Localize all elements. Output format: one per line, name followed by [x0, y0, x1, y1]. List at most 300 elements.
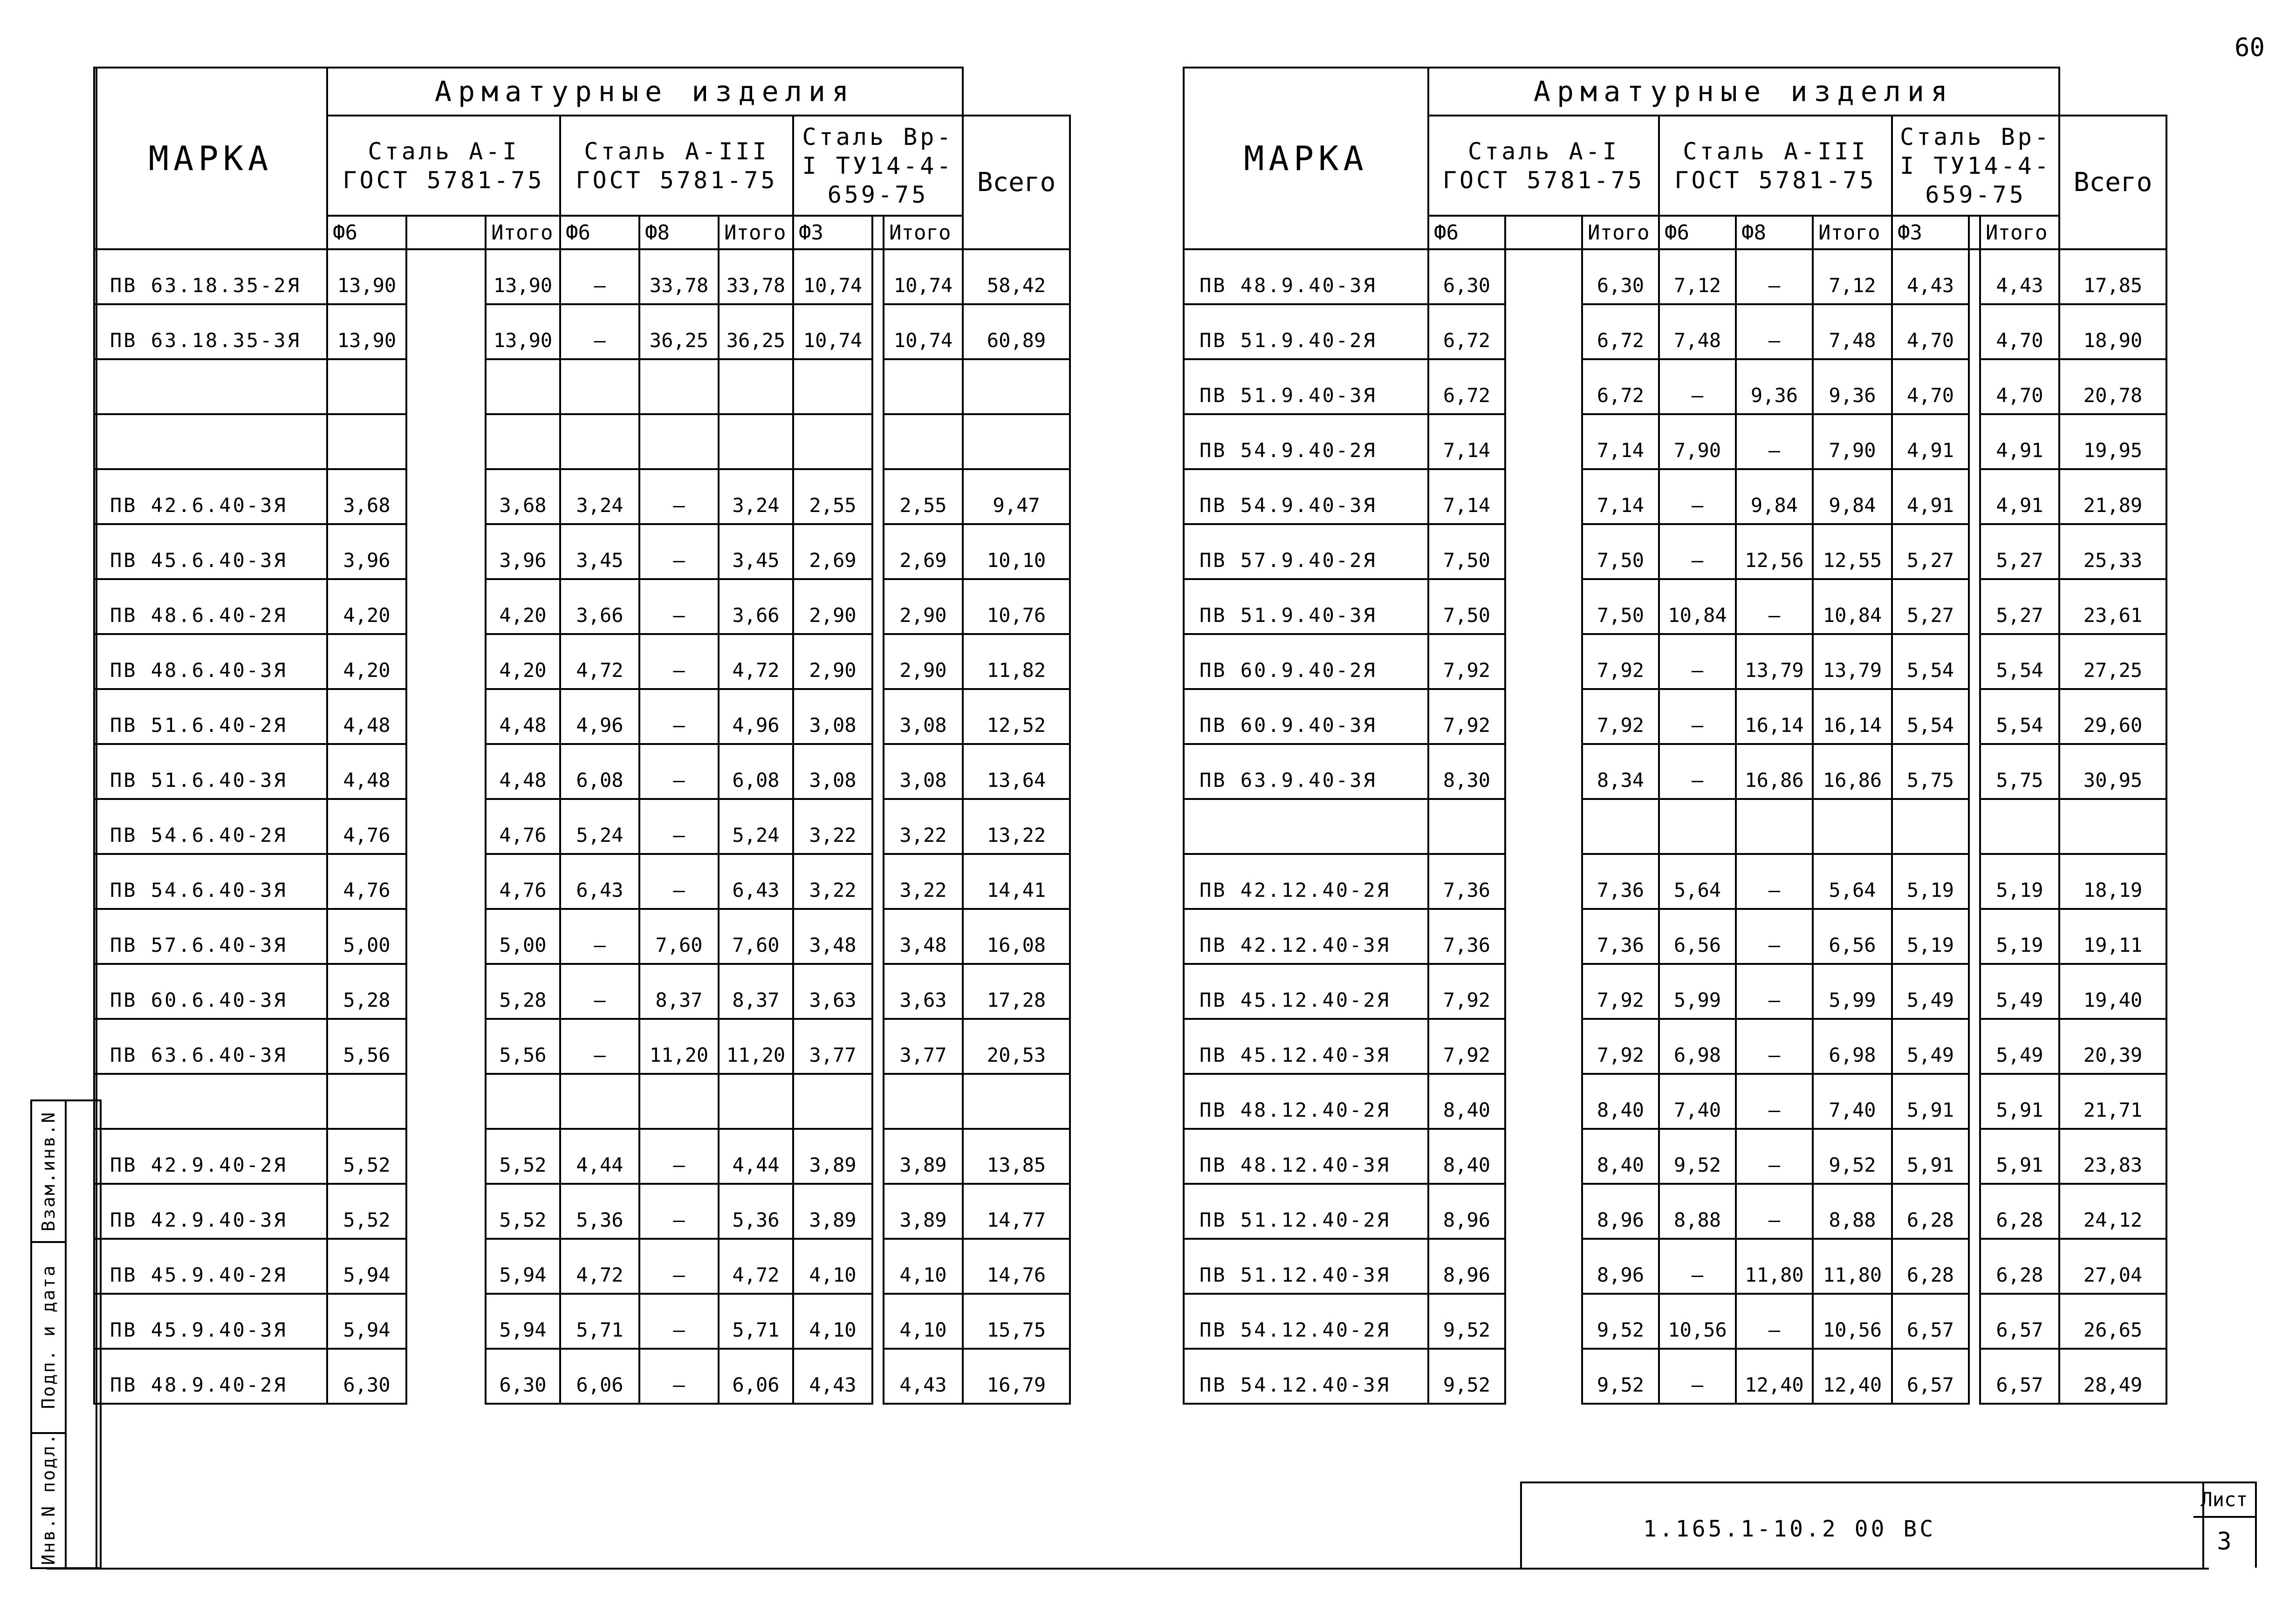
row-value: 7,48 [1813, 304, 1892, 359]
row-value: — [1736, 1294, 1813, 1349]
row-blank-cell [1969, 1239, 1980, 1294]
table-row [94, 579, 1070, 634]
row-value [486, 1074, 560, 1129]
row-value: 3,48 [793, 909, 872, 964]
row-value [1892, 799, 1969, 854]
row-value: 10,74 [793, 249, 872, 304]
row-value: 19,40 [2059, 964, 2166, 1019]
row-blank-cell [406, 1349, 486, 1404]
table-row [1184, 304, 2166, 359]
row-value: 7,50 [1582, 579, 1659, 634]
row-blank-cell [872, 524, 884, 579]
row-value: 13,90 [486, 304, 560, 359]
row-value [793, 359, 872, 414]
row-value [719, 414, 793, 469]
row-value: 6,43 [719, 854, 793, 909]
steel-bp1-header: Сталь Вр-I ТУ14-4-659-75 [1892, 116, 2059, 216]
row-mark: ПВ 45.9.40-2Я [94, 1239, 327, 1294]
row-mark: ПВ 42.9.40-3Я [94, 1184, 327, 1239]
d6-header: Ф6 [560, 216, 639, 249]
row-blank-cell [1505, 634, 1582, 689]
row-value: 4,48 [327, 744, 406, 799]
row-value: 4,72 [560, 634, 639, 689]
table-row [1184, 359, 2166, 414]
row-value: 6,57 [1980, 1349, 2059, 1404]
row-blank-cell [406, 634, 486, 689]
itogo-header: Итого [1813, 216, 1892, 249]
row-value: 2,55 [884, 469, 963, 524]
row-value: 2,90 [884, 634, 963, 689]
row-value: 5,71 [719, 1294, 793, 1349]
row-value: 4,10 [884, 1294, 963, 1349]
row-mark: ПВ 48.6.40-3Я [94, 634, 327, 689]
itogo-header: Итого [486, 216, 560, 249]
row-value: 9,36 [1736, 359, 1813, 414]
row-blank-cell [406, 1294, 486, 1349]
row-value: 7,12 [1659, 249, 1736, 304]
row-blank-cell [872, 689, 884, 744]
row-value: 3,96 [486, 524, 560, 579]
row-value: 8,34 [1582, 744, 1659, 799]
row-value: 4,20 [486, 579, 560, 634]
table-row [1184, 414, 2166, 469]
row-value: 26,65 [2059, 1294, 2166, 1349]
row-value: — [639, 634, 719, 689]
row-value [1980, 799, 2059, 854]
row-value: 24,12 [2059, 1184, 2166, 1239]
row-blank-cell [872, 1239, 884, 1294]
row-value: 6,98 [1659, 1019, 1736, 1074]
row-value: 3,66 [719, 579, 793, 634]
row-blank-cell [406, 1184, 486, 1239]
row-value [1736, 799, 1813, 854]
row-value: 6,30 [1428, 249, 1505, 304]
row-value: 20,39 [2059, 1019, 2166, 1074]
row-blank-cell [1969, 1294, 1980, 1349]
row-value: 5,91 [1980, 1074, 2059, 1129]
row-value: 9,52 [1582, 1349, 1659, 1404]
row-value: 9,52 [1428, 1349, 1505, 1404]
row-blank-cell [1505, 1349, 1582, 1404]
row-value: 4,76 [486, 854, 560, 909]
sidebar-vzam-cell [32, 1101, 65, 1243]
itogo-header: Итого [884, 216, 963, 249]
row-mark [94, 1074, 327, 1129]
row-value: 14,76 [963, 1239, 1070, 1294]
row-value: 4,76 [486, 799, 560, 854]
table-row [94, 524, 1070, 579]
row-value: 3,68 [486, 469, 560, 524]
row-value: — [1736, 1129, 1813, 1184]
row-value: 23,83 [2059, 1129, 2166, 1184]
row-value: 5,94 [327, 1239, 406, 1294]
row-blank-cell [872, 1349, 884, 1404]
row-value: 7,92 [1428, 689, 1505, 744]
row-value: 8,40 [1428, 1129, 1505, 1184]
table-row [94, 634, 1070, 689]
row-value: 6,57 [1892, 1349, 1969, 1404]
row-value: — [639, 799, 719, 854]
row-blank-cell [1969, 469, 1980, 524]
row-value: 5,24 [560, 799, 639, 854]
row-value: 29,60 [2059, 689, 2166, 744]
row-blank-cell [406, 744, 486, 799]
row-value: 6,72 [1582, 359, 1659, 414]
row-value: — [639, 1294, 719, 1349]
row-value: — [1659, 1349, 1736, 1404]
row-value: 12,52 [963, 689, 1070, 744]
row-mark: ПВ 57.6.40-3Я [94, 909, 327, 964]
row-mark: ПВ 54.6.40-2Я [94, 799, 327, 854]
row-blank-cell [872, 1129, 884, 1184]
row-mark [94, 359, 327, 414]
row-value: 5,56 [486, 1019, 560, 1074]
table-row [94, 359, 1070, 414]
row-value: 5,27 [1980, 524, 2059, 579]
row-value: 6,28 [1980, 1184, 2059, 1239]
row-value: — [1736, 1074, 1813, 1129]
row-value: 10,74 [884, 304, 963, 359]
table-row [94, 799, 1070, 854]
row-value: 7,14 [1428, 414, 1505, 469]
row-value [1428, 799, 1505, 854]
sheet-label: Лист [2193, 1481, 2257, 1518]
table-row [94, 304, 1070, 359]
row-value: — [639, 744, 719, 799]
row-mark: ПВ 51.12.40-3Я [1184, 1239, 1428, 1294]
table-row [1184, 964, 2166, 1019]
row-blank-cell [872, 854, 884, 909]
row-value: 9,52 [1813, 1129, 1892, 1184]
row-value [560, 1074, 639, 1129]
row-value: — [1736, 854, 1813, 909]
row-value: 4,91 [1980, 469, 2059, 524]
table-row [94, 1294, 1070, 1349]
row-value: 7,40 [1659, 1074, 1736, 1129]
row-value: — [1736, 249, 1813, 304]
row-value [327, 359, 406, 414]
row-blank-cell [1969, 1074, 1980, 1129]
row-mark: ПВ 57.9.40-2Я [1184, 524, 1428, 579]
row-value: 7,92 [1582, 964, 1659, 1019]
itogo-header: Итого [719, 216, 793, 249]
row-blank-cell [1505, 744, 1582, 799]
row-value: 5,00 [327, 909, 406, 964]
row-value [963, 359, 1070, 414]
table-row [94, 689, 1070, 744]
row-value: 3,08 [793, 689, 872, 744]
row-blank-cell [1505, 909, 1582, 964]
row-value: 21,71 [2059, 1074, 2166, 1129]
row-value: 4,91 [1980, 414, 2059, 469]
row-blank-cell [872, 304, 884, 359]
row-value: — [560, 304, 639, 359]
row-blank-cell [1505, 579, 1582, 634]
row-blank-cell [406, 909, 486, 964]
row-blank-cell [1969, 1019, 1980, 1074]
row-blank-cell [872, 1184, 884, 1239]
row-blank-cell [406, 469, 486, 524]
row-blank-cell [406, 1239, 486, 1294]
row-value: 4,72 [560, 1239, 639, 1294]
row-value: 16,86 [1736, 744, 1813, 799]
row-mark: ПВ 48.9.40-3Я [1184, 249, 1428, 304]
row-value: 6,08 [719, 744, 793, 799]
row-value: 13,85 [963, 1129, 1070, 1184]
row-value: 5,71 [560, 1294, 639, 1349]
row-blank-cell [872, 1074, 884, 1129]
row-value: 8,40 [1582, 1074, 1659, 1129]
d3-header: Ф3 [1892, 216, 1969, 249]
row-blank-cell [872, 469, 884, 524]
sidebar-vzam-label: Взам.инв.N [38, 1111, 59, 1232]
row-value: 9,52 [1428, 1294, 1505, 1349]
total-header: Всего [963, 116, 1070, 249]
row-value: 7,48 [1659, 304, 1736, 359]
row-blank-cell [1969, 249, 1980, 304]
row-mark: ПВ 45.12.40-2Я [1184, 964, 1428, 1019]
row-value: 4,72 [719, 634, 793, 689]
row-value: 7,12 [1813, 249, 1892, 304]
row-value: 3,63 [793, 964, 872, 1019]
row-value [1813, 799, 1892, 854]
row-blank-cell [1969, 579, 1980, 634]
table-row [94, 1349, 1070, 1404]
row-value: 3,24 [560, 469, 639, 524]
row-blank-cell [406, 579, 486, 634]
row-value: — [639, 1129, 719, 1184]
row-value: 11,80 [1736, 1239, 1813, 1294]
table-row [1184, 579, 2166, 634]
row-value: 3,24 [719, 469, 793, 524]
mark-header: МАРКА [94, 68, 327, 249]
row-value: 11,80 [1813, 1239, 1892, 1294]
row-value: 8,30 [1428, 744, 1505, 799]
table-row [1184, 634, 2166, 689]
row-value: 2,90 [793, 634, 872, 689]
row-value: 6,06 [560, 1349, 639, 1404]
row-value: 3,63 [884, 964, 963, 1019]
d6-header: Ф6 [327, 216, 406, 249]
row-value: 6,08 [560, 744, 639, 799]
row-value: 16,14 [1813, 689, 1892, 744]
row-value: — [1659, 359, 1736, 414]
row-value: 6,30 [327, 1349, 406, 1404]
d3-header: Ф3 [793, 216, 872, 249]
row-value: 7,92 [1582, 1019, 1659, 1074]
row-value: 5,54 [1980, 689, 2059, 744]
row-value: 3,08 [884, 744, 963, 799]
row-value: 3,77 [793, 1019, 872, 1074]
row-mark: ПВ 48.12.40-3Я [1184, 1129, 1428, 1184]
row-value [884, 1074, 963, 1129]
row-value: 6,28 [1892, 1239, 1969, 1294]
row-value: 7,90 [1813, 414, 1892, 469]
row-blank-cell [872, 964, 884, 1019]
row-blank-cell [872, 414, 884, 469]
row-value: 2,69 [884, 524, 963, 579]
row-value: 33,78 [639, 249, 719, 304]
row-value: 10,76 [963, 579, 1070, 634]
row-mark: ПВ 51.9.40-3Я [1184, 359, 1428, 414]
row-blank-cell [406, 689, 486, 744]
row-blank-cell [872, 1019, 884, 1074]
row-value: 9,52 [1582, 1294, 1659, 1349]
row-value [1659, 799, 1736, 854]
row-mark: ПВ 63.18.35-3Я [94, 304, 327, 359]
row-value: 13,64 [963, 744, 1070, 799]
row-value: 20,78 [2059, 359, 2166, 414]
row-value: 7,92 [1428, 1019, 1505, 1074]
row-value [639, 359, 719, 414]
row-value: 3,89 [793, 1184, 872, 1239]
row-blank-cell [1505, 414, 1582, 469]
row-value: 7,60 [719, 909, 793, 964]
row-value: 5,49 [1980, 1019, 2059, 1074]
row-blank-cell [1969, 964, 1980, 1019]
row-value: — [560, 964, 639, 1019]
row-value [639, 414, 719, 469]
row-mark: ПВ 51.12.40-2Я [1184, 1184, 1428, 1239]
row-value: — [639, 1184, 719, 1239]
d8-header: Ф8 [1736, 216, 1813, 249]
row-mark: ПВ 51.9.40-3Я [1184, 579, 1428, 634]
row-value: — [560, 909, 639, 964]
row-value: 16,86 [1813, 744, 1892, 799]
row-value: 8,96 [1582, 1239, 1659, 1294]
row-value: 8,37 [719, 964, 793, 1019]
row-mark: ПВ 54.9.40-2Я [1184, 414, 1428, 469]
row-value: 8,96 [1428, 1239, 1505, 1294]
row-value: 7,50 [1428, 524, 1505, 579]
row-blank-cell [872, 799, 884, 854]
row-value: 7,40 [1813, 1074, 1892, 1129]
row-value [486, 414, 560, 469]
table-row [94, 1184, 1070, 1239]
table-row [1184, 1019, 2166, 1074]
table-row [1184, 1074, 2166, 1129]
row-value: 10,84 [1659, 579, 1736, 634]
row-value: 9,52 [1659, 1129, 1736, 1184]
row-value: 13,79 [1736, 634, 1813, 689]
row-value: 9,84 [1813, 469, 1892, 524]
row-blank-cell [1505, 469, 1582, 524]
row-blank-cell [406, 304, 486, 359]
mark-header: МАРКА [1184, 68, 1428, 249]
row-value: 4,20 [327, 634, 406, 689]
row-value: 4,70 [1980, 359, 2059, 414]
row-value: 5,52 [327, 1129, 406, 1184]
row-value: 5,49 [1892, 964, 1969, 1019]
row-blank-cell [1969, 524, 1980, 579]
steel-a3-header: Сталь А-III ГОСТ 5781-75 [560, 116, 793, 216]
row-value: 17,85 [2059, 249, 2166, 304]
table-row [1184, 1129, 2166, 1184]
row-blank-cell [872, 744, 884, 799]
row-value: 14,77 [963, 1184, 1070, 1239]
row-value [719, 359, 793, 414]
row-value: 10,56 [1813, 1294, 1892, 1349]
row-value: 8,88 [1813, 1184, 1892, 1239]
row-value: 21,89 [2059, 469, 2166, 524]
row-blank-cell [406, 1074, 486, 1129]
row-value: 60,89 [963, 304, 1070, 359]
row-value: 3,68 [327, 469, 406, 524]
products-header: Арматурные изделия [1428, 68, 2059, 116]
row-value: — [560, 249, 639, 304]
row-value: 3,45 [719, 524, 793, 579]
row-value: 33,78 [719, 249, 793, 304]
row-value: 5,00 [486, 909, 560, 964]
row-value: — [1736, 414, 1813, 469]
row-value: 10,10 [963, 524, 1070, 579]
row-blank-cell [872, 249, 884, 304]
row-value [486, 359, 560, 414]
title-stamp [1520, 1481, 2204, 1570]
row-value [963, 1074, 1070, 1129]
row-value: 3,77 [884, 1019, 963, 1074]
row-value: 3,22 [884, 854, 963, 909]
row-blank-cell [1505, 1019, 1582, 1074]
row-value: 28,49 [2059, 1349, 2166, 1404]
row-value: — [1659, 689, 1736, 744]
row-value: — [639, 689, 719, 744]
row-value: 7,36 [1428, 909, 1505, 964]
row-mark: ПВ 60.9.40-3Я [1184, 689, 1428, 744]
row-value: 12,55 [1813, 524, 1892, 579]
row-value [884, 359, 963, 414]
row-value: 12,40 [1736, 1349, 1813, 1404]
row-value: 5,27 [1892, 579, 1969, 634]
row-value: 5,91 [1892, 1129, 1969, 1184]
row-value: 7,92 [1428, 634, 1505, 689]
table-row [94, 414, 1070, 469]
row-mark: ПВ 45.6.40-3Я [94, 524, 327, 579]
row-value: 5,19 [1980, 854, 2059, 909]
row-value: 5,52 [486, 1184, 560, 1239]
row-value: 30,95 [2059, 744, 2166, 799]
row-blank-cell [1505, 359, 1582, 414]
row-blank-cell [406, 1129, 486, 1184]
row-blank-cell [406, 854, 486, 909]
row-value: 6,56 [1659, 909, 1736, 964]
right-spec-table [1183, 67, 2167, 1405]
row-value: 2,55 [793, 469, 872, 524]
total-header: Всего [2059, 116, 2166, 249]
row-blank-cell [1505, 854, 1582, 909]
row-value: 15,75 [963, 1294, 1070, 1349]
row-value: 25,33 [2059, 524, 2166, 579]
row-value: 2,90 [884, 579, 963, 634]
row-value: 5,64 [1813, 854, 1892, 909]
row-value: 5,27 [1892, 524, 1969, 579]
row-value: 13,22 [963, 799, 1070, 854]
row-value: 6,56 [1813, 909, 1892, 964]
row-blank-cell [406, 249, 486, 304]
row-value: 4,48 [327, 689, 406, 744]
row-value: — [639, 524, 719, 579]
table-row [94, 964, 1070, 1019]
row-value: 13,79 [1813, 634, 1892, 689]
row-mark: ПВ 42.6.40-3Я [94, 469, 327, 524]
row-mark: ПВ 48.9.40-2Я [94, 1349, 327, 1404]
row-mark: ПВ 42.9.40-2Я [94, 1129, 327, 1184]
row-value: 6,43 [560, 854, 639, 909]
row-value: 3,66 [560, 579, 639, 634]
row-value: — [1659, 1239, 1736, 1294]
row-blank-cell [1505, 799, 1582, 854]
row-value: 3,22 [884, 799, 963, 854]
